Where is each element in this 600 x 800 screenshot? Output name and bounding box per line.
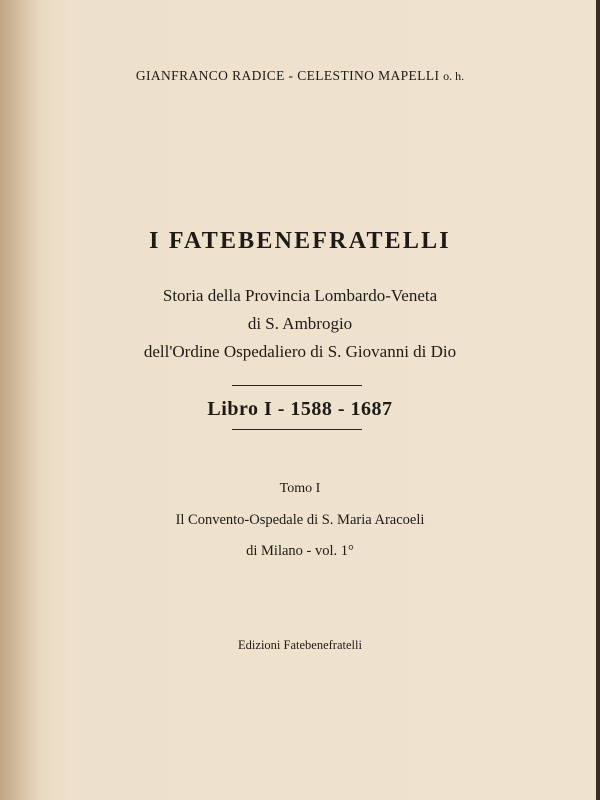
volume-line-1: Il Convento-Ospedale di S. Maria Aracoeli xyxy=(175,512,425,528)
divider-top xyxy=(232,385,362,386)
book-title: I FATEBENEFRATELLI xyxy=(149,228,451,254)
subtitle-line-1: Storia della Provincia Lombardo-Veneta xyxy=(162,286,438,305)
authors-names: GIANFRANCO RADICE - CELESTINO MAPELLI xyxy=(135,68,440,83)
subtitle-line-3: dell'Ordine Ospedaliero di S. Giovanni di Dio xyxy=(143,342,457,361)
authors-suffix: o. h. xyxy=(443,69,465,83)
volume-tomo: Tomo I xyxy=(279,481,321,496)
publisher: Edizioni Fatebenefratelli xyxy=(238,638,362,652)
divider-bottom xyxy=(232,429,362,430)
volume-line-2: di Milano - vol. 1° xyxy=(246,543,354,559)
book-number: Libro I - 1588 - 1687 xyxy=(207,398,393,420)
subtitle-line-2: di S. Ambrogio xyxy=(247,314,353,333)
authors-line xyxy=(0,68,600,84)
